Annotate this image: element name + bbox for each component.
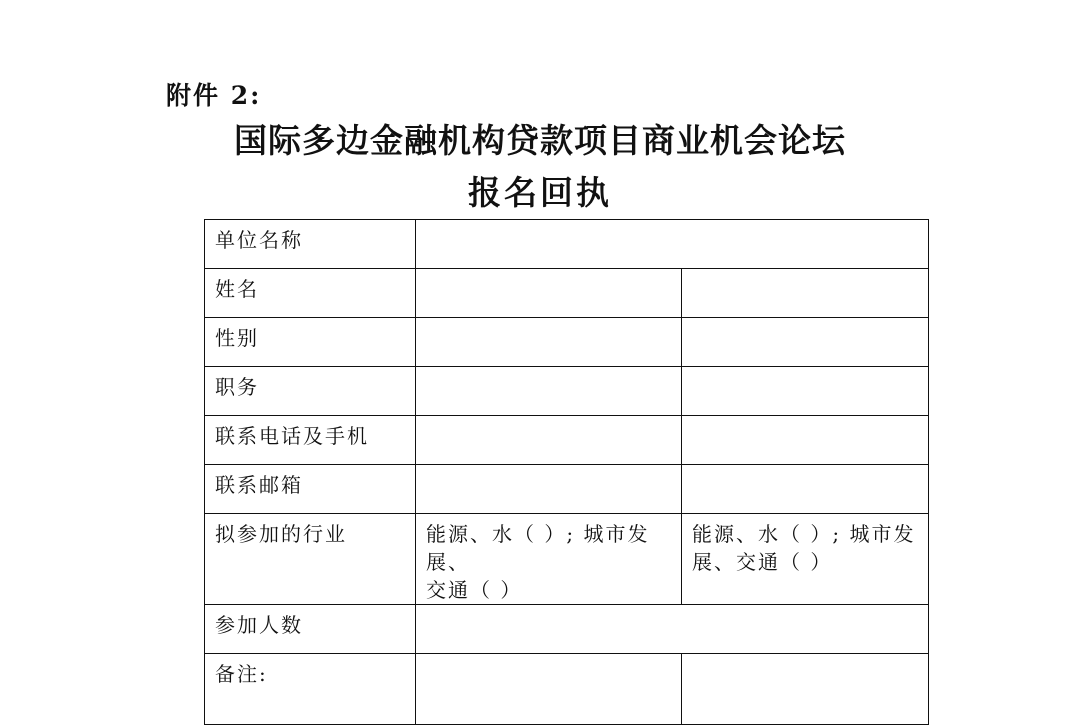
table-row-remarks (205, 654, 929, 725)
table-row-email (205, 465, 929, 514)
page-title: 国际多边金融机构贷款项目商业机会论坛 (234, 121, 846, 160)
position-label: 职务 (205, 367, 416, 416)
table-row-attendees (205, 605, 929, 654)
unit-name-field[interactable] (416, 220, 929, 269)
gender-field-1[interactable] (416, 318, 682, 367)
industry-option-1-line-1: 能源、水（ ）; 城市发展、 (426, 522, 650, 574)
industry-options-1[interactable] (416, 514, 682, 605)
remarks-field-2[interactable] (682, 654, 929, 725)
attachment-label: 附件 2: (166, 81, 262, 110)
remarks-label: 备注: (205, 654, 416, 725)
table-row-name (205, 269, 929, 318)
attendees-label: 参加人数 (205, 605, 416, 654)
table-row-position (205, 367, 929, 416)
email-field-2[interactable] (682, 465, 929, 514)
remarks-field-1[interactable] (416, 654, 682, 725)
attendees-field[interactable] (416, 605, 929, 654)
industry-option-1-line-2: 交通（ ） (426, 578, 523, 602)
table-row-industry (205, 514, 929, 605)
position-field-2[interactable] (682, 367, 929, 416)
table-row-unit-name (205, 220, 929, 269)
name-field-1[interactable] (416, 269, 682, 318)
email-field-1[interactable] (416, 465, 682, 514)
name-label: 姓名 (205, 269, 416, 318)
registration-form-table (204, 219, 929, 725)
phone-field-1[interactable] (416, 416, 682, 465)
phone-label: 联系电话及手机 (205, 416, 416, 465)
industry-option-2-line-1: 能源、水（ ）; 城市发 (692, 522, 916, 546)
unit-name-label: 单位名称 (205, 220, 416, 269)
table-row-gender (205, 318, 929, 367)
industry-options-2[interactable] (682, 514, 929, 605)
gender-field-2[interactable] (682, 318, 929, 367)
name-field-2[interactable] (682, 269, 929, 318)
table-row-phone (205, 416, 929, 465)
page-subtitle: 报名回执 (468, 173, 612, 212)
position-field-1[interactable] (416, 367, 682, 416)
industry-option-2-line-2: 展、交通（ ） (692, 550, 833, 574)
industry-label: 拟参加的行业 (205, 514, 416, 605)
phone-field-2[interactable] (682, 416, 929, 465)
email-label: 联系邮箱 (205, 465, 416, 514)
gender-label: 性别 (205, 318, 416, 367)
